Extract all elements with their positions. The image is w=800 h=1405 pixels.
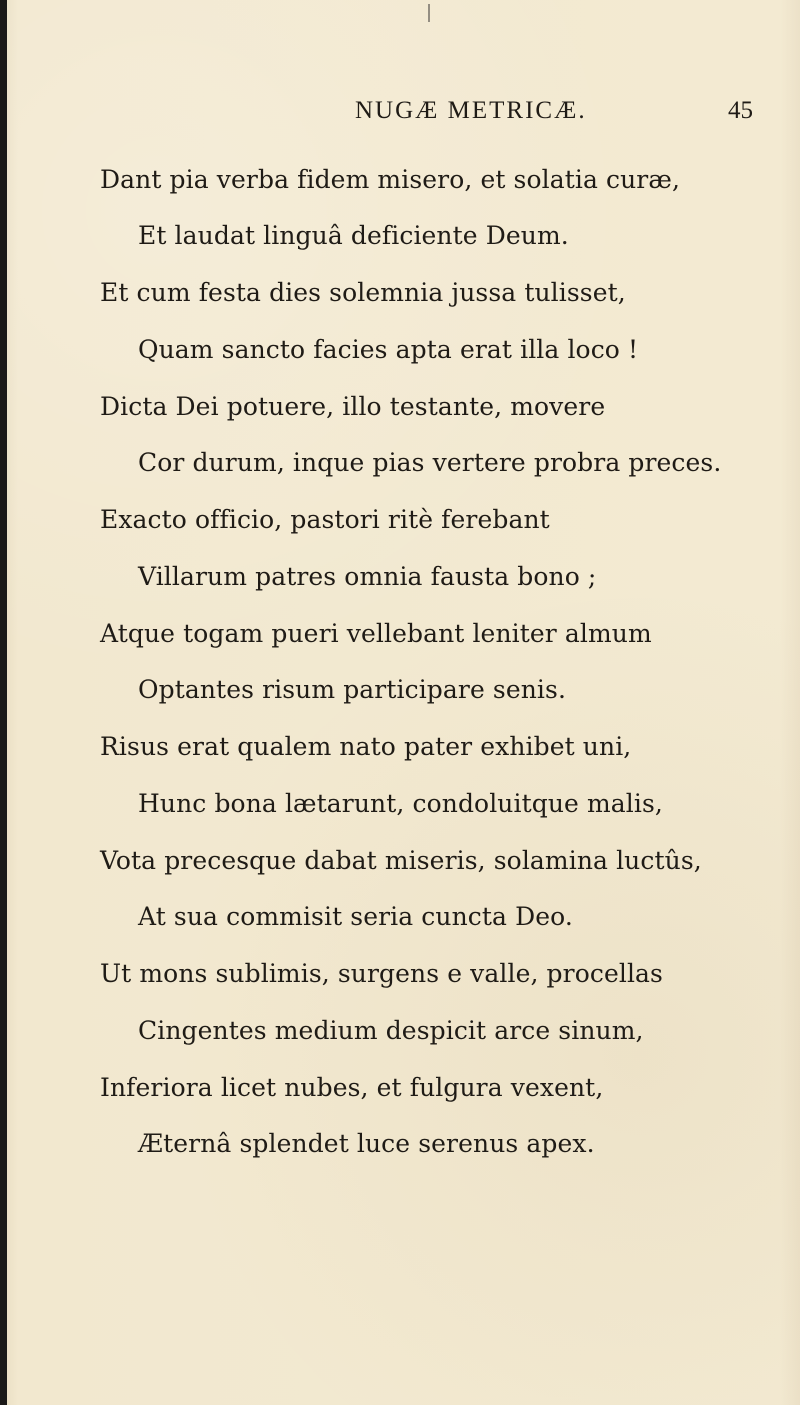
poem-line: Risus erat qualem nato pater exhibet uni,	[100, 732, 632, 761]
poem-line: Ut mons sublimis, surgens e valle, procellas	[100, 959, 663, 988]
poem-line: Hunc bona lætarunt, condoluitque malis,	[138, 789, 663, 818]
poem-line: Dicta Dei potuere, illo testante, movere	[100, 392, 606, 421]
page-number: 45	[728, 97, 753, 124]
poem-line: Villarum patres omnia fausta bono ;	[138, 562, 597, 591]
running-head: NUGÆ METRICÆ.	[355, 97, 587, 124]
poem-line: Et laudat linguâ deficiente Deum.	[138, 221, 569, 250]
poem-line: Inferiora licet nubes, et fulgura vexent,	[100, 1073, 604, 1102]
poem-line: Æternâ splendet luce serenus apex.	[138, 1129, 595, 1158]
poem-line: Quam sancto facies apta erat illa loco !	[138, 335, 639, 364]
poem-line: Et cum festa dies solemnia jussa tulisset,	[100, 278, 626, 307]
poem-line: Optantes risum participare senis.	[138, 675, 566, 704]
poem-line: Exacto officio, pastori ritè ferebant	[100, 505, 550, 534]
poem-line: Cingentes medium despicit arce sinum,	[138, 1016, 644, 1045]
poem-line: At sua commisit seria cuncta Deo.	[138, 902, 573, 931]
poem-line: Atque togam pueri vellebant leniter almum	[100, 619, 652, 648]
poem-line: Vota precesque dabat miseris, solamina luctûs,	[100, 846, 702, 875]
poem-line: Dant pia verba fidem misero, et solatia curæ,	[100, 165, 681, 194]
poem-line: Cor durum, inque pias vertere probra preces.	[138, 448, 722, 477]
